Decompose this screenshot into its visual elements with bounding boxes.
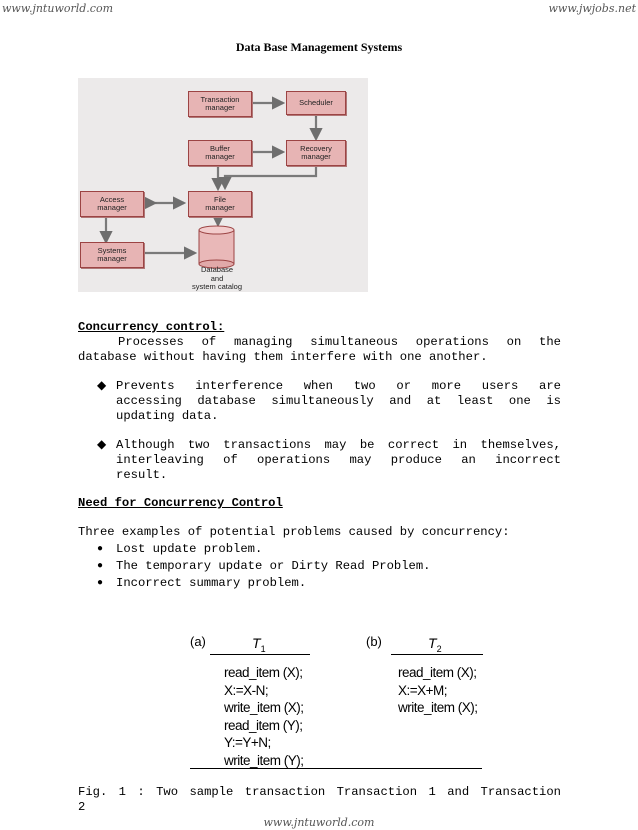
t1-rule [210,654,310,655]
bullet-2 [116,438,561,483]
concurrency-intro-line2: database without having them interfere with one another. [78,350,488,364]
access-manager-box [80,191,144,217]
t2-op: write_item (X); [398,700,478,715]
t2-op: read_item (X); [398,665,477,680]
t2-letter: T [428,635,437,651]
bullet-2-line2: interleaving of operations may produce an incorrect [116,453,561,467]
recovery-manager-box [286,140,346,166]
t2-op: X:=X+M; [398,682,448,698]
access-manager-label: Access manager [97,194,127,212]
figure-a-label: (a) [190,634,206,649]
scheduler-label: Scheduler [299,97,333,107]
t1-op: read_item (Y); [224,717,303,733]
bullet-diamond-icon: ◆ [97,437,107,451]
file-manager-label: File manager [205,194,235,212]
transaction-figure [190,632,490,772]
systems-manager-box [80,242,144,268]
t2-rule [391,654,483,655]
bullet-dot-icon: ● [97,543,104,554]
t2-heading [428,635,442,654]
t1-op: Y:=Y+N; [224,735,271,750]
t1-letter: T [252,635,261,651]
bullet-1-line1: Prevents interference when two or more users are [116,379,561,393]
need-item-1: Lost update problem. [116,542,263,556]
t1-op: X:=X-N; [224,682,269,698]
t1-op: write_item (X); [224,700,304,715]
file-manager-box [188,191,252,217]
buffer-manager-box [188,140,252,166]
figure-caption-line1: Fig. 1 : Two sample transaction Transaction 1 and Transaction [78,785,561,799]
figure-b-label: (b) [366,634,382,649]
bullet-2-line1: Although two transactions may be correct in themselves, [116,438,561,452]
need-heading: Need for Concurrency Control [78,496,283,510]
need-item-3: Incorrect summary problem. [116,576,307,590]
t1-subscript: 1 [260,643,266,654]
systems-manager-label: Systems manager [97,245,127,263]
transaction-manager-box [188,91,252,117]
t1-op: read_item (X); [224,665,303,680]
scheduler-box [286,91,346,115]
t1-heading [252,635,266,654]
need-item-2: The temporary update or Dirty Read Problem. [116,559,431,573]
t2-subscript: 2 [436,643,442,654]
bullet-1-line3: updating data. [116,409,219,423]
database-label: Database and system catalog [191,265,243,291]
recovery-manager-label: Recovery manager [300,143,332,161]
buffer-manager-label: Buffer manager [205,143,235,161]
concurrency-intro-line1: Processes of managing simultaneous operations on the [118,335,561,349]
watermark-bottom: www.jntuworld.com [263,816,375,829]
bullet-dot-icon: ● [97,577,104,588]
bullet-dot-icon: ● [97,560,104,571]
dbms-architecture-diagram [78,78,368,292]
t1-operations [224,664,304,769]
concurrency-heading: Concurrency control: [78,320,225,334]
watermark-top-right: www.jwjobs.net [548,2,636,15]
page-title: Data Base Management Systems [235,40,403,54]
figure-bottom-rule [190,768,482,769]
t1-op: write_item (Y); [224,752,304,768]
bullet-1 [116,379,561,424]
transaction-manager-label: Transaction manager [200,94,240,112]
t2-operations [398,664,478,717]
need-intro: Three examples of potential problems caused by concurrency: [78,525,510,539]
bullet-1-line2: accessing database simultaneously and at least one is [116,394,561,408]
database-cylinder-icon [199,226,234,268]
bullet-2-line3: result. [116,468,168,482]
bullet-diamond-icon: ◆ [97,378,107,392]
watermark-top-left: www.jntuworld.com [2,2,114,15]
figure-caption-line2: 2 [78,800,86,814]
